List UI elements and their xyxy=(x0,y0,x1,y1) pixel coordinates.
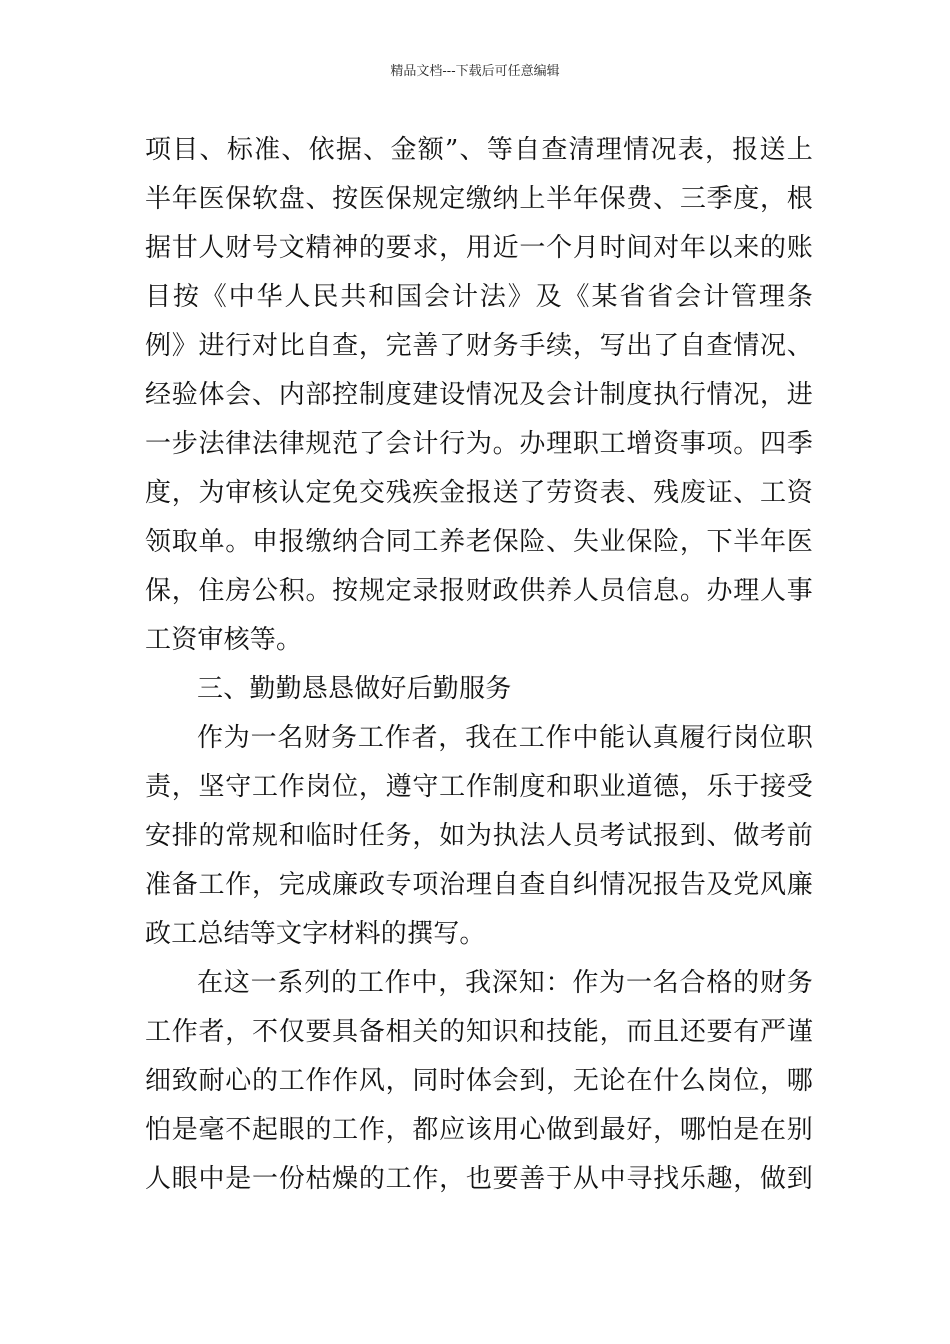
text-line: 度，为审核认定免交残疾金报送了劳资表、残废证、工资 xyxy=(145,478,813,508)
text-line: 责，坚守工作岗位，遵守工作制度和职业道德，乐于接受 xyxy=(145,772,813,802)
text-line: 细致耐心的工作作风，同时体会到，无论在什么岗位，哪 xyxy=(145,1066,813,1096)
document-body xyxy=(145,126,813,1204)
text-line: 准备工作，完成廉政专项治理自查自纠情况报告及党风廉 xyxy=(145,870,813,900)
text-line: 一步法律法律规范了会计行为。办理职工增资事项。四季 xyxy=(145,429,813,459)
page-header: 精品文档---下载后可任意编辑 xyxy=(390,64,560,79)
text-line: 项目、标准、依据、金额”、等自查清理情况表，报送上 xyxy=(145,135,813,165)
text-line: 工资审核等。 xyxy=(145,625,303,655)
text-line: 怕是毫不起眼的工作，都应该用心做到最好，哪怕是在别 xyxy=(145,1115,813,1145)
section-heading: 三、勤勤恳恳做好后勤服务 xyxy=(197,674,512,704)
text-line: 工作者，不仅要具备相关的知识和技能，而且还要有严谨 xyxy=(145,1017,813,1047)
text-line: 目按《中华人民共和国会计法》及《某省省会计管理条 xyxy=(145,282,813,312)
text-line: 在这一系列的工作中，我深知：作为一名合格的财务 xyxy=(197,968,813,998)
text-line: 保，住房公积。按规定录报财政供养人员信息。办理人事 xyxy=(145,576,813,606)
text-line: 作为一名财务工作者，我在工作中能认真履行岗位职 xyxy=(197,723,813,753)
text-line: 据甘人财号文精神的要求，用近一个月时间对年以来的账 xyxy=(145,233,813,263)
text-line: 例》进行对比自查，完善了财务手续，写出了自查情况、 xyxy=(145,331,813,361)
text-line: 政工总结等文字材料的撰写。 xyxy=(145,919,486,949)
text-line: 半年医保软盘、按医保规定缴纳上半年保费、三季度，根 xyxy=(145,184,813,214)
text-line: 经验体会、内部控制度建设情况及会计制度执行情况，进 xyxy=(145,380,813,410)
text-line: 安排的常规和临时任务，如为执法人员考试报到、做考前 xyxy=(145,821,813,851)
text-line: 人眼中是一份枯燥的工作，也要善于从中寻找乐趣，做到 xyxy=(145,1164,813,1194)
text-line: 领取单。申报缴纳合同工养老保险、失业保险，下半年医 xyxy=(145,527,813,557)
